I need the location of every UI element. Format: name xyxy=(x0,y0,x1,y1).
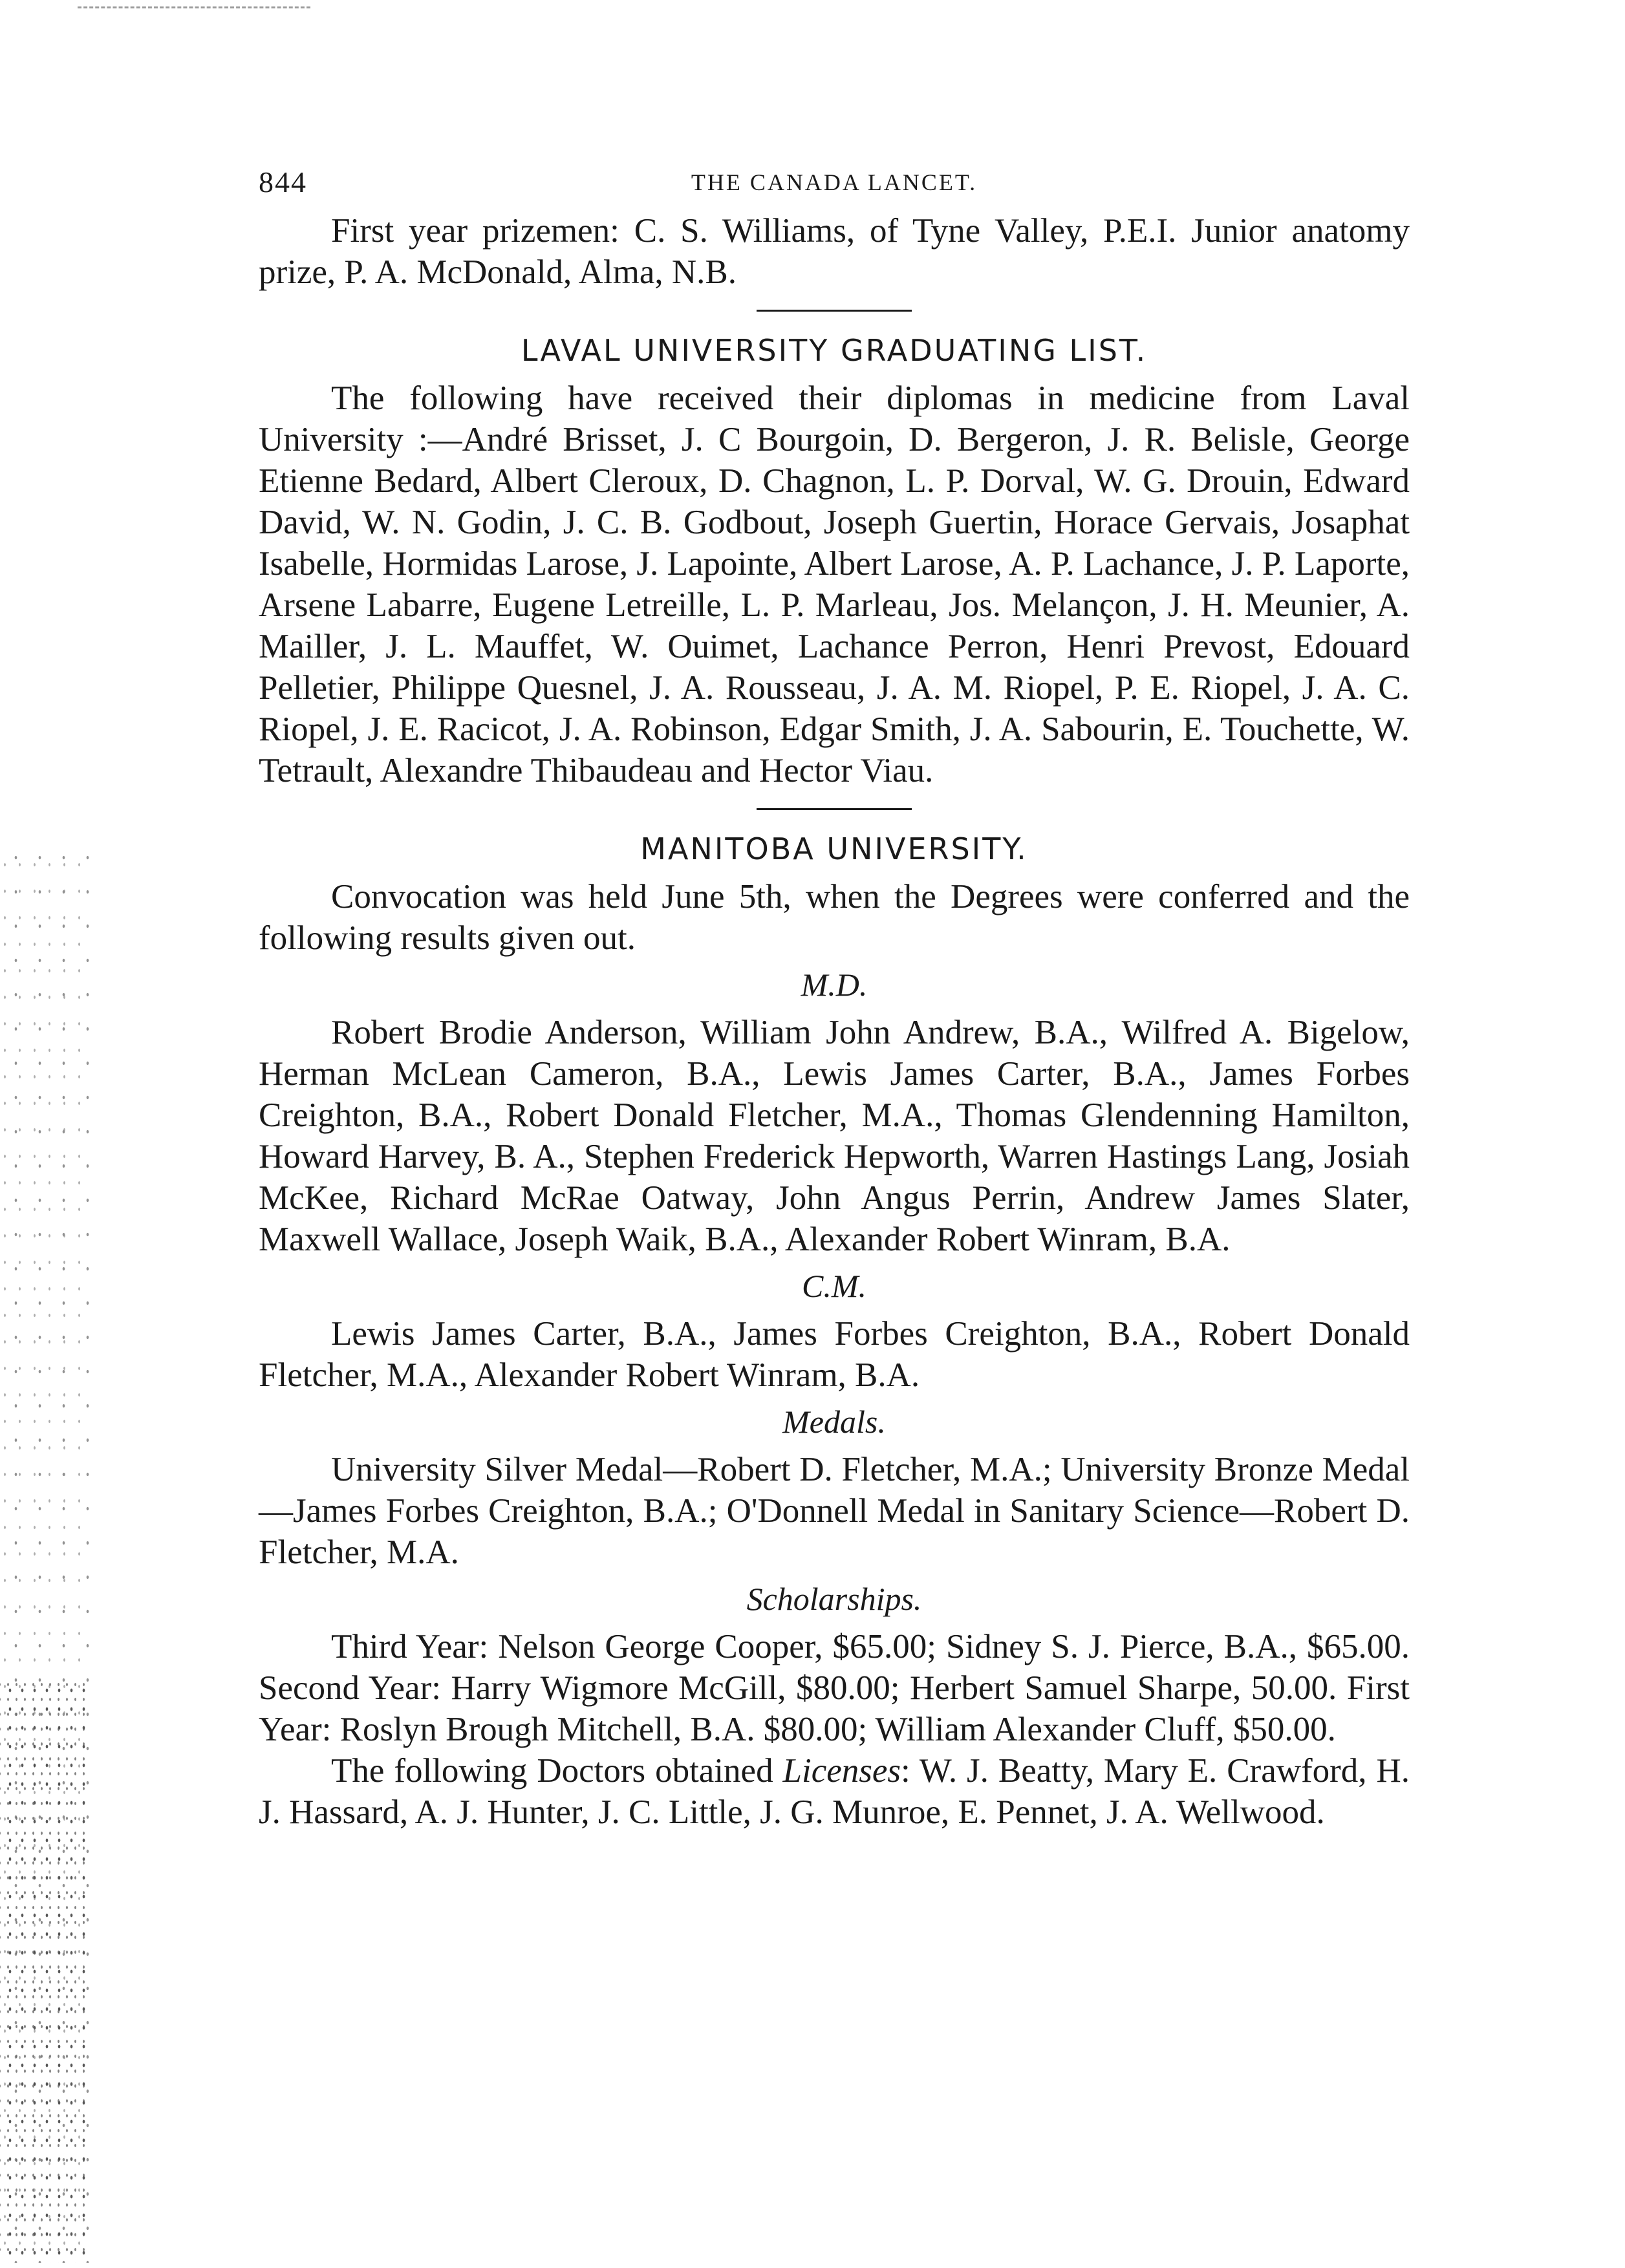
md-heading: M.D. xyxy=(801,967,868,1003)
cm-heading: C.M. xyxy=(802,1268,866,1304)
scan-edge-mark xyxy=(78,6,310,8)
prizemen-paragraph: First year prizemen: C. S. Williams, of Tyne Valley, P.E.I. Junior anatomy prize, P. A. McDonald, Alma, N.B. xyxy=(259,212,1410,291)
scholarships-text: Third Year: Nelson George Cooper, $65.00; Sidney S. J. Pierce, B.A., $65.00. Second Year: Harry Wigmore McGill, $80.00; Herbert Samuel Sharpe, 50.00. First Year: Roslyn Brough Mitchell, B.A. $80.00; William Alexander Cluff, $50.00. xyxy=(259,1628,1410,1748)
licenses-word: Licenses xyxy=(782,1752,901,1790)
manitoba-intro: Convocation was held June 5th, when the Degrees were conferred and the following results given out. xyxy=(259,878,1410,957)
running-head xyxy=(259,165,1410,210)
journal-page xyxy=(259,165,1410,2104)
licenses-paragraph xyxy=(259,1750,1410,1833)
section-divider xyxy=(757,808,912,810)
medals-heading: Medals. xyxy=(782,1404,886,1440)
section-divider xyxy=(757,310,912,312)
page-number: 844 xyxy=(259,166,307,198)
manitoba-heading: MANITOBA UNIVERSITY. xyxy=(640,831,1028,866)
scan-binding-noise xyxy=(0,1681,91,2263)
licenses-lead: The following Doctors obtained xyxy=(331,1752,783,1790)
journal-title: THE CANADA LANCET. xyxy=(691,169,978,195)
laval-heading: LAVAL UNIVERSITY GRADUATING LIST. xyxy=(521,333,1148,368)
cm-list: Lewis James Carter, B.A., James Forbes Creighton, B.A., Robert Donald Fletcher, M.A., Alexander Robert Winram, B.A. xyxy=(259,1315,1410,1394)
scholarships-heading: Scholarships. xyxy=(746,1581,922,1617)
medals-text: University Silver Medal—Robert D. Fletcher, M.A.; University Bronze Medal—James Forbes Creighton, B.A.; O'Donnell Medal in Sanitary Science—Robert D. Fletcher, M.A. xyxy=(259,1451,1410,1571)
md-list: Robert Brodie Anderson, William John Andrew, B.A., Wilfred A. Bigelow, Herman McLean Cameron, B.A., Lewis James Carter, B.A., James Forbes Creighton, B.A., Robert Donald Fletcher, M.A., Thomas Glendenning Hamilton, Howard Harvey, B. A., Stephen Frederick Hepworth, Warren Hastings Lang, Josiah McKee, Richard McRae Oatway, John Angus Perrin, Andrew James Slater, Maxwell Wallace, Joseph Waik, B.A., Alexander Robert Winram, B.A. xyxy=(259,1014,1410,1258)
laval-graduates-paragraph: The following have received their diplomas in medicine from Laval University :—André Brisset, J. C Bourgoin, D. Bergeron, J. R. Belisle, George Etienne Bedard, Albert Cleroux, D. Chagnon, L. P. Dorval, W. G. Drouin, Edward David, W. N. Godin, J. C. B. Godbout, Joseph Guertin, Horace Gervais, Josaphat Isabelle, Hormidas Larose, J. Lapointe, Albert Larose, A. P. Lachance, J. P. Laporte, Arsene Labarre, Eugene Letreille, L. P. Marleau, Jos. Melançon, J. H. Meunier, A. Mailler, J. L. Mauffet, W. Ouimet, Lachance Perron, Henri Prevost, Edouard Pelletier, Philippe Quesnel, J. A. Rousseau, J. A. M. Riopel, P. E. Riopel, J. A. C. Riopel, J. E. Racicot, J. A. Robinson, Edgar Smith, J. A. Sabourin, E. Touchette, W. Tetrault, Alexandre Thibaudeau and Hector Viau. xyxy=(259,380,1410,789)
licenses-names: : W. J. Beatty, Mary E. Crawford, H. J. Hassard, A. J. Hunter, J. C. Little, J. G. Munroe, E. Pennet, J. A. Wellwood. xyxy=(259,1752,1410,1831)
